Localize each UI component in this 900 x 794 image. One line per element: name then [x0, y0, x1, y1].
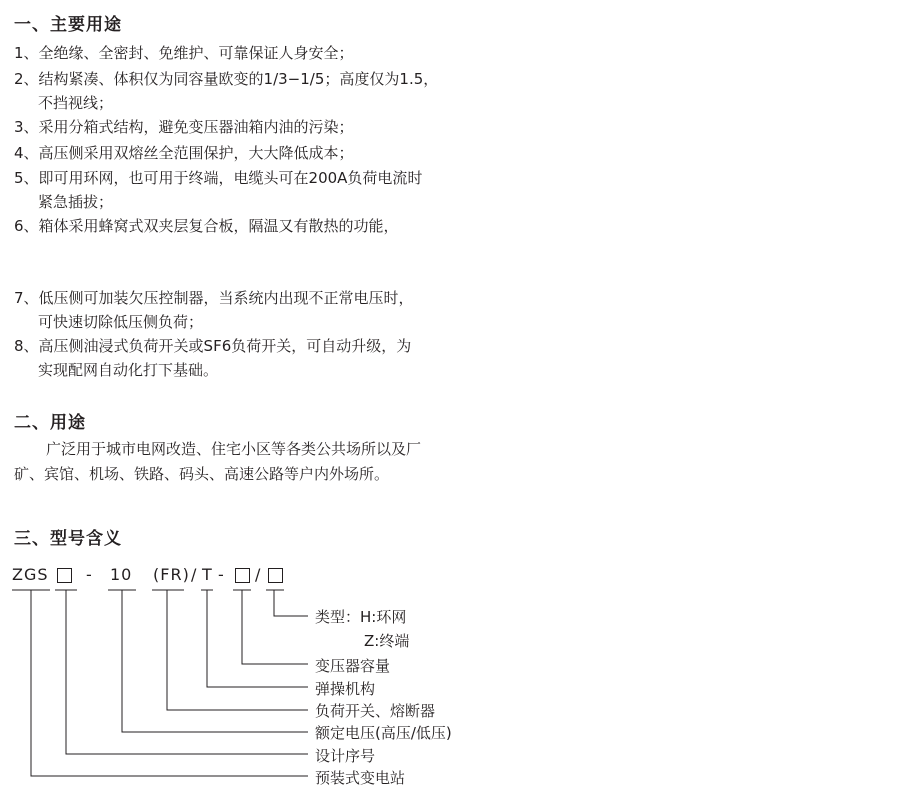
list-item: 1、全绝缘、全密封、免维护、可靠保证人身安全； [14, 44, 354, 62]
list-item: 3、采用分箱式结构，避免变压器油箱内油的污染； [14, 118, 354, 136]
legend-type-z: Z:终端 [364, 632, 410, 650]
model-dash: - [218, 565, 225, 584]
list-item: 7、低压侧可加装欠压控制器，当系统内出现不正常电压时， [14, 289, 414, 307]
connector-prefix [31, 590, 308, 776]
list-item: 4、高压侧采用双熔丝全范围保护，大大降低成本； [14, 144, 354, 162]
legend-load-switch: 负荷开关、熔断器 [315, 702, 436, 720]
connector-t [207, 590, 308, 687]
list-item: 6、箱体采用蜂窝式双夹层复合板，隔温又有散热的功能， [14, 217, 399, 235]
section-1-title: 一、主要用途 [14, 15, 122, 35]
legend-type: 类型：H:环网 [315, 608, 407, 626]
list-item: 紧急插拔； [38, 193, 114, 211]
paragraph-line: 广泛用于城市电网改造、住宅小区等各类公共场所以及厂 [46, 440, 422, 458]
section-3-title: 三、型号含义 [14, 529, 122, 549]
list-item: 5、即可用环网，也可用于终端，电缆头可在200A负荷电流时 [14, 169, 423, 187]
model-prefix: ZGS [12, 565, 49, 584]
connector-design [66, 590, 308, 754]
list-item: 可快速切除低压侧负荷； [38, 313, 204, 331]
legend-substation: 预装式变电站 [315, 769, 406, 787]
list-item: 不挡视线； [38, 94, 114, 112]
paragraph-line: 矿、宾馆、机场、铁路、码头、高速公路等户内外场所。 [14, 465, 390, 483]
model-slash: / [191, 565, 198, 584]
model-voltage: 10 [110, 565, 133, 584]
legend-mechanism: 弹操机构 [315, 680, 376, 698]
legend-voltage: 额定电压(高压/低压) [315, 724, 452, 742]
model-t: T [202, 565, 213, 584]
legend-design-number: 设计序号 [315, 747, 376, 765]
connector-type [274, 590, 308, 616]
connector-voltage [122, 590, 308, 732]
list-item: 实现配网自动化打下基础。 [38, 361, 219, 379]
legend-capacity: 变压器容量 [315, 657, 391, 675]
model-fr: (FR) [153, 565, 190, 584]
model-slash: / [255, 565, 262, 584]
connector-capacity [242, 590, 308, 664]
model-dash: - [86, 565, 93, 584]
section-2-title: 二、用途 [14, 413, 86, 433]
list-item: 8、高压侧油浸式负荷开关或SF6负荷开关，可自动升级，为 [14, 337, 412, 355]
connector-fr [167, 590, 308, 710]
list-item: 2、结构紧凑、体积仅为同容量欧变的1/3−1/5；高度仅为1.5， [14, 70, 439, 88]
